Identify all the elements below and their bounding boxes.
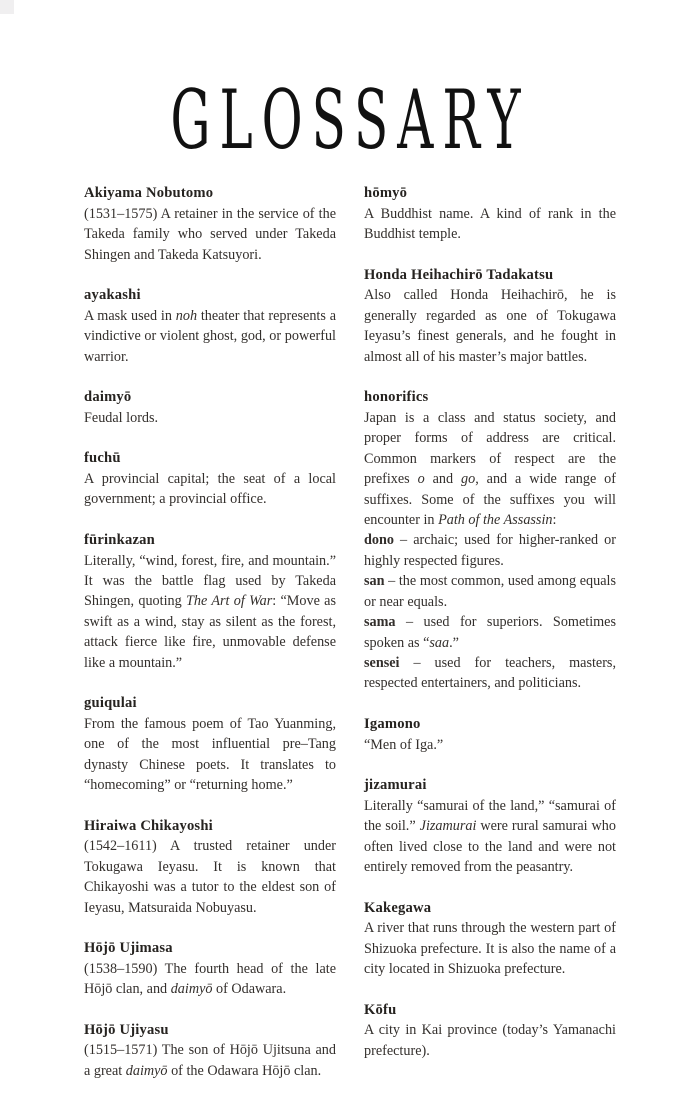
definition-text: – archaic; used for higher-ranked or highly respected figures.: [364, 532, 616, 569]
definition-text: :: [552, 511, 557, 528]
glossary-term: Kakegawa: [364, 899, 432, 916]
definition-text: Literally “samurai of the land,” “samurai of the soil.”: [364, 797, 616, 835]
definition-text: – the most common, used among equals or near equals.: [364, 573, 616, 610]
italic-text: Jizamurai: [419, 818, 477, 835]
glossary-definition: [364, 653, 616, 694]
definition-text: .”: [449, 634, 459, 651]
glossary-term: fūrinkazan: [84, 531, 155, 548]
definition-text: “Men of Iga.”: [364, 736, 444, 753]
definition-text: A river that runs through the western part of Shizuoka prefecture. It is also the name of a city located in Shizuoka prefecture.: [364, 920, 616, 978]
glossary-entry: [84, 816, 336, 918]
italic-text: noh: [175, 307, 198, 324]
glossary-definition: [84, 714, 336, 796]
definition-text: A Buddhist name. A kind of rank in the Buddhist temple.: [364, 205, 616, 243]
italic-text: daimyō: [125, 1062, 168, 1079]
glossary-term: ayakashi: [84, 287, 141, 304]
glossary-columns: [84, 183, 616, 1101]
definition-text: – used for teachers, masters, respected entertainers, and politicians.: [364, 655, 616, 692]
glossary-definition: [364, 612, 616, 653]
definition-text: of Odawara.: [212, 981, 287, 998]
glossary-term: Igamono: [364, 715, 421, 732]
glossary-term: Hōjō Ujimasa: [84, 940, 173, 957]
glossary-definition: [364, 918, 616, 979]
glossary-definition: [364, 204, 616, 245]
glossary-definition: [84, 306, 336, 367]
glossary-definition: [364, 571, 616, 612]
glossary-entry: [364, 714, 616, 755]
suffix-term: sensei: [364, 655, 400, 672]
glossary-definition: [84, 408, 336, 428]
glossary-entry: [84, 387, 336, 428]
glossary-definition: [364, 1020, 616, 1061]
glossary-entry: [84, 938, 336, 1000]
definition-text: , and a wide range of suffixes. Some of the suffixes you will encounter in: [364, 471, 616, 528]
definition-text: (1531–1575) A retainer in the service of the Takeda family who served under Takeda Shingen and Takeda Katsuyori.: [84, 205, 336, 263]
glossary-entry: [84, 693, 336, 795]
glossary-definition: [84, 1040, 336, 1081]
glossary-term: honorifics: [364, 389, 429, 406]
glossary-entry: [364, 183, 616, 245]
definition-text: A provincial capital; the seat of a local government; a provincial office.: [84, 470, 336, 508]
glossary-term: hōmyō: [364, 185, 408, 201]
glossary-entry: [84, 530, 336, 673]
glossary-definition: [364, 735, 616, 755]
definition-text: (1542–1611) A trusted retainer under Tokugawa Ieyasu. It is known that Chikayoshi was a tutor to the eldest son of Ieyasu, Matsuraida Nobuyasu.: [84, 838, 336, 916]
definition-text: Japan is a class and status society, and proper forms of address are critical. Common markers of respect are the prefixes: [364, 409, 616, 488]
glossary-entry: [364, 898, 616, 980]
suffix-term: dono: [364, 532, 394, 549]
italic-text: go: [461, 471, 476, 488]
suffix-term: sama: [364, 614, 396, 631]
glossary-term: daimyō: [84, 389, 132, 406]
definition-text: of the Odawara Hōjō clan.: [167, 1062, 322, 1079]
glossary-entry: [364, 387, 616, 694]
glossary-term: Hōjō Ujiyasu: [84, 1021, 169, 1038]
glossary-definition: [84, 469, 336, 510]
glossary-definition: [84, 836, 336, 918]
glossary-entry: [84, 285, 336, 367]
title-wrap: [0, 73, 700, 168]
definition-text: (1515–1571) The son of Hōjō Ujitsuna and a great: [84, 1042, 336, 1079]
definition-text: and: [424, 471, 462, 488]
glossary-definition: [364, 796, 616, 878]
glossary-entry: [84, 448, 336, 510]
glossary-column-left: [84, 183, 336, 1101]
glossary-definition: [364, 408, 616, 531]
glossary-entry: [364, 775, 616, 877]
glossary-term: Hiraiwa Chikayoshi: [84, 817, 213, 834]
italic-text: The Art of War: [186, 593, 273, 610]
glossary-entry: [364, 1000, 616, 1062]
italic-text: saa: [429, 634, 450, 651]
glossary-entry: [84, 183, 336, 265]
glossary-entry: [84, 1020, 336, 1082]
definition-text: – used for superiors. Sometimes spoken as “: [364, 614, 616, 651]
definition-text: were rural samurai who often lived close to the land and were not entirely removed from the peasantry.: [364, 818, 616, 876]
definition-text: : “Move as swift as a wind, stay as silent as the forest, attack fierce like fire, unmovable defense like a mountain.”: [84, 593, 336, 671]
definition-text: Literally, “wind, forest, fire, and mountain.” It was the battle flag used by Takeda Shingen, quoting: [84, 552, 336, 610]
glossary-entry: [364, 265, 616, 367]
italic-text: Path of the Assassin: [438, 511, 553, 528]
suffix-term: san: [364, 573, 385, 590]
glossary-definition: [84, 204, 336, 265]
glossary-term: guiqulai: [84, 695, 137, 712]
glossary-definition: [364, 530, 616, 571]
glossary-definition: [84, 959, 336, 1000]
definition-text: Feudal lords.: [84, 409, 159, 426]
glossary-term: jizamurai: [364, 777, 427, 794]
definition-text: A city in Kai province (today’s Yamanachi prefecture).: [364, 1022, 616, 1059]
glossary-term: Honda Heihachirō Tadakatsu: [364, 266, 554, 283]
glossary-column-right: [364, 183, 616, 1101]
definition-text: A mask used in: [84, 307, 176, 324]
page-title: GLOSSARY: [170, 73, 530, 168]
italic-text: o: [417, 471, 425, 488]
italic-text: daimyō: [170, 981, 213, 998]
glossary-term: fuchū: [84, 450, 121, 467]
scan-corner-artifact: [0, 0, 14, 14]
definition-text: (1538–1590) The fourth head of the late Hōjō clan, and: [84, 960, 336, 998]
glossary-term: Akiyama Nobutomo: [84, 185, 214, 201]
glossary-definition: [364, 285, 616, 367]
definition-text: From the famous poem of Tao Yuanming, one of the most influential pre–Tang dynasty Chinese poets. It translates to “homecoming” or “returning home.”: [84, 715, 336, 794]
definition-text: theater that represents a vindictive or violent ghost, god, or powerful warrior.: [84, 307, 336, 365]
definition-text: Also called Honda Heihachirō, he is generally regarded as one of Tokugawa Ieyasu’s finest generals, and he fought in almost all of his master’s major battles.: [364, 287, 616, 365]
glossary-term: Kōfu: [364, 1001, 397, 1018]
glossary-definition: [84, 551, 336, 674]
